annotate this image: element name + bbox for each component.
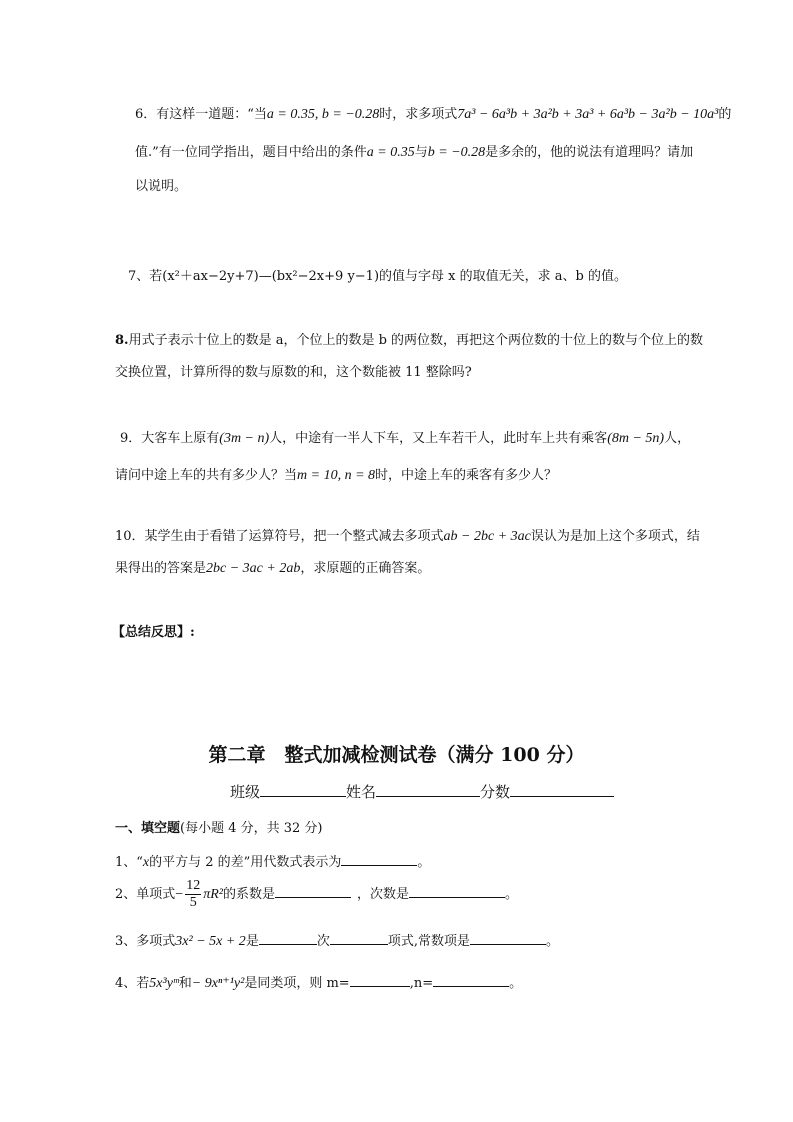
q8-number: 8. <box>115 333 129 348</box>
fill-4-term1: 5x³yᵐ <box>149 976 179 991</box>
fill-3-text: 项式,常数项是 <box>387 934 470 949</box>
q6-line1 <box>135 108 731 122</box>
q7-line <box>128 270 627 283</box>
q10-text: 果得出的答案是 <box>115 561 207 576</box>
fill-3-text: 次 <box>316 934 330 949</box>
fill-2-blank-coef[interactable] <box>275 885 351 898</box>
fraction-denominator: 5 <box>189 895 197 910</box>
fill-3-blank-degree[interactable] <box>259 932 317 945</box>
fill-1 <box>115 853 430 870</box>
fill-4-text: 和 <box>178 976 192 991</box>
name-field[interactable] <box>376 784 480 797</box>
section1-note: (每小题 4 分，共 32 分) <box>180 821 323 836</box>
fraction-numerator: 12 <box>186 878 201 893</box>
section1-title: 一、填空题 <box>115 821 181 836</box>
q9-expr1: (3m − n) <box>219 431 270 446</box>
fill-4-end: 。 <box>509 976 523 991</box>
fill-4-term2: − 9xⁿ⁺¹y² <box>191 976 245 991</box>
q8-line2 <box>115 366 472 379</box>
exam-title: 第二章 整式加减检测试卷（满分 100 分） <box>208 744 585 766</box>
q7-text: 7、若(x²＋ax−2y+7)—(bx²−2x+9 y−1)的值与字母 x 的取值无关，求 a、b 的值。 <box>128 269 627 284</box>
fill-2-text: ，次数是 <box>356 887 409 902</box>
fill-2-blank-degree[interactable] <box>409 885 505 898</box>
q8-text: 交换位置，计算所得的数与原数的和，这个数能被 11 整除吗? <box>115 365 472 380</box>
q9-text: 9．大客车上原有 <box>120 431 220 446</box>
q6-text: 是多余的，他的说法有道理吗？请加 <box>485 145 694 160</box>
q6-polynomial: 7a³ − 6a³b + 3a²b + 3a³ + 6a³b − 3a²b − 10a³ <box>457 107 719 122</box>
fill-3 <box>115 932 559 949</box>
fill-2-end: 。 <box>504 887 518 902</box>
fill-2-fraction <box>185 878 201 911</box>
q10-line2 <box>115 562 430 576</box>
q6-text: 的 <box>718 107 732 122</box>
fill-2-monomial: πR² <box>203 887 223 902</box>
fill-3-text: 3、多项式 <box>115 934 176 949</box>
fill-1-text: 1、“ <box>115 855 143 870</box>
q9-line2 <box>115 469 557 483</box>
section1-heading <box>115 822 323 835</box>
fill-4-text: 4、若 <box>115 976 150 991</box>
fill-2-neg: − <box>175 887 184 902</box>
q6-line3 <box>135 180 187 193</box>
q6-text: 与 <box>414 145 428 160</box>
fill-2-text: 的系数是 <box>222 887 275 902</box>
summary-heading <box>112 626 195 639</box>
q6-cond-b: b = −0.28 <box>427 145 486 160</box>
score-field[interactable] <box>510 784 614 797</box>
fill-1-var: x <box>142 855 150 870</box>
q9-text: 人，中途有一半人下车，又上车若干人，此时车上共有乘客 <box>269 431 608 446</box>
fill-3-polynomial: 3x² − 5x + 2 <box>175 934 246 949</box>
fill-3-blank-terms[interactable] <box>330 932 388 945</box>
fill-4 <box>115 974 522 991</box>
q6-text: 6．有这样一道题：“当 <box>135 107 267 122</box>
fill-3-blank-constant[interactable] <box>470 932 546 945</box>
q9-text: 人， <box>664 431 691 446</box>
q10-result: 2bc − 3ac + 2ab <box>206 561 301 576</box>
q9-text: 请问中途上车的共有多少人？当 <box>115 468 298 483</box>
q9-text: 时，中途上车的乘客有多少人？ <box>375 468 558 483</box>
fill-4-text: ,n= <box>409 976 434 991</box>
q8-line1 <box>115 334 703 347</box>
student-info-row <box>230 784 614 800</box>
q9-expr2: (8m − 5n) <box>607 431 665 446</box>
name-label: 姓名 <box>346 783 377 801</box>
fill-1-blank[interactable] <box>341 853 417 866</box>
fill-4-text: 是同类项，则 m= <box>244 976 350 991</box>
q6-text: 以说明。 <box>135 179 188 194</box>
q10-text: 10．某学生由于看错了运算符号，把一个整式减去多项式 <box>115 529 444 544</box>
q6-line2 <box>135 146 693 160</box>
class-label: 班级 <box>230 783 261 801</box>
q10-text: 误认为是加上这个多项式，结 <box>530 529 700 544</box>
fill-1-end: 。 <box>417 855 431 870</box>
fill-1-text: 的平方与 2 的差”用代数式表示为 <box>149 855 342 870</box>
fill-2 <box>115 878 518 911</box>
fill-2-text: 2、单项式 <box>115 887 176 902</box>
q10-polynomial: ab − 2bc + 3ac <box>443 529 531 544</box>
q6-condition: a = 0.35, b = −0.28 <box>266 107 380 122</box>
class-field[interactable] <box>260 784 346 797</box>
q8-text: 用式子表示十位上的数是 a，个位上的数是 b 的两位数，再把这个两位数的十位上的数与个位上的数 <box>128 333 704 348</box>
q10-text: ，求原题的正确答案。 <box>300 561 431 576</box>
fill-3-end: 。 <box>545 934 559 949</box>
q6-cond-a: a = 0.35 <box>366 145 415 160</box>
q6-text: 时，求多项式 <box>379 107 458 122</box>
fill-3-text: 是 <box>245 934 259 949</box>
q9-values: m = 10, n = 8 <box>297 468 376 483</box>
q10-line1 <box>115 530 700 544</box>
summary-text: 【总结反思】: <box>112 625 195 640</box>
fill-4-blank-n[interactable] <box>433 974 509 987</box>
score-label: 分数 <box>480 783 511 801</box>
q6-text: 值.”有一位同学指出，题目中给出的条件 <box>135 145 367 160</box>
fill-4-blank-m[interactable] <box>350 974 410 987</box>
q9-line1 <box>120 432 690 446</box>
